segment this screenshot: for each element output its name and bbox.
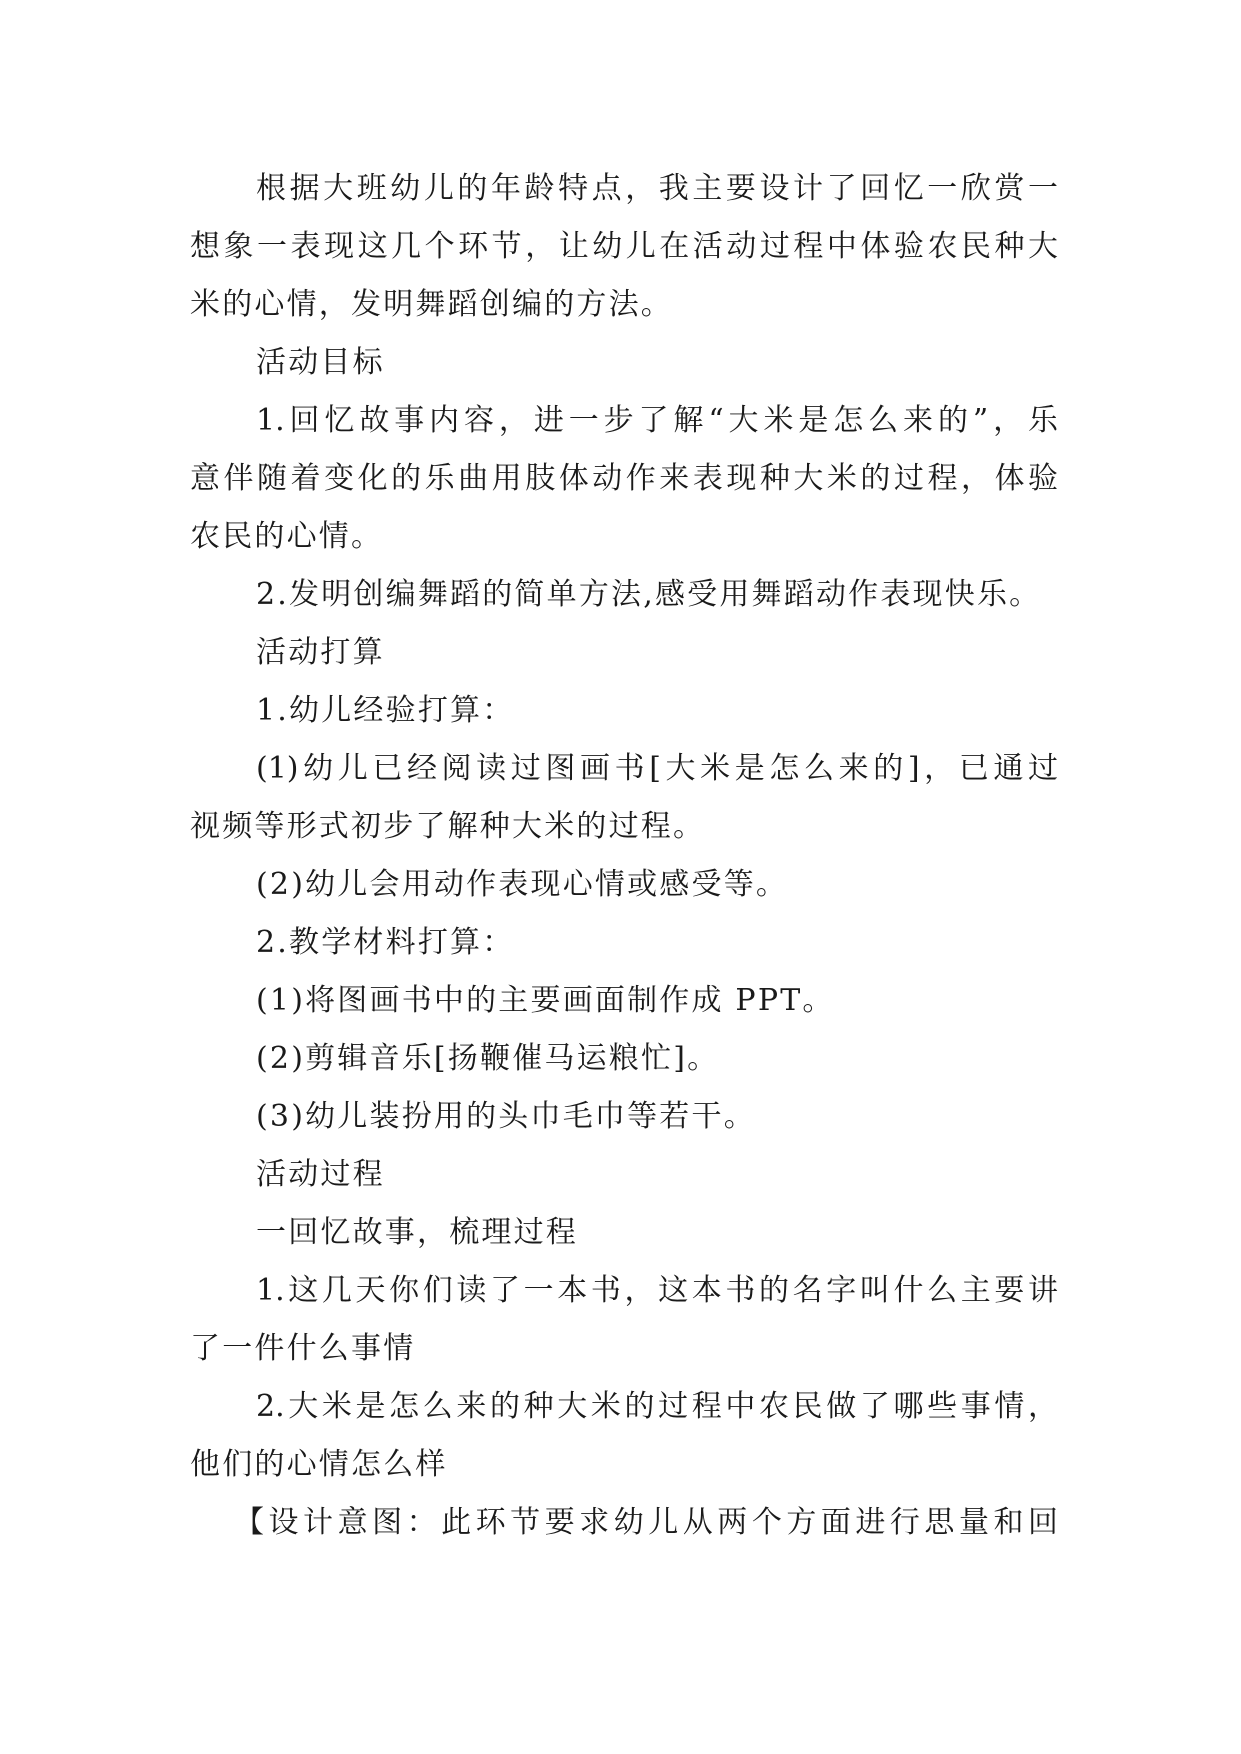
paragraph-line: 意伴随着变化的乐曲用肢体动作来表现种大米的过程，体验 (190, 461, 1058, 496)
paragraph-line: (2)剪辑音乐[扬鞭催马运粮忙]。 (256, 1041, 720, 1076)
paragraph-line: 了一件什么事情 (190, 1331, 416, 1366)
paragraph-line: 1.这几天你们读了一本书，这本书的名字叫什么主要讲 (256, 1273, 1058, 1308)
paragraph-line: 1.幼儿经验打算： (256, 693, 515, 728)
section-heading: 活动目标 (256, 345, 385, 380)
paragraph-line: 视频等形式初步了解种大米的过程。 (190, 809, 706, 844)
paragraph-line: 根据大班幼儿的年龄特点，我主要设计了回忆一欣赏一 (256, 171, 1058, 206)
subsection-heading: 一回忆故事，梳理过程 (256, 1215, 578, 1250)
document-body (190, 160, 1058, 1552)
paragraph-line: (2)幼儿会用动作表现心情或感受等。 (256, 867, 789, 902)
paragraph-line: 2.教学材料打算： (256, 925, 515, 960)
section-heading: 活动打算 (256, 635, 385, 670)
paragraph-line: 他们的心情怎么样 (190, 1447, 448, 1482)
paragraph-line: 米的心情，发明舞蹈创编的方法。 (190, 287, 673, 322)
paragraph-line: 【设计意图：此环节要求幼儿从两个方面进行思量和回 (234, 1505, 1058, 1540)
paragraph-line: 农民的心情。 (190, 519, 384, 554)
paragraph-line: 2.大米是怎么来的种大米的过程中农民做了哪些事情， (256, 1389, 1058, 1424)
paragraph-line: 想象一表现这几个环节，让幼儿在活动过程中体验农民种大 (190, 229, 1058, 264)
section-heading: 活动过程 (256, 1157, 385, 1192)
paragraph-line: 1.回忆故事内容，进一步了解“大米是怎么来的”，乐 (256, 403, 1058, 438)
paragraph-line: (1)幼儿已经阅读过图画书[大米是怎么来的]，已通过 (256, 751, 1058, 786)
paragraph-line: (3)幼儿装扮用的头巾毛巾等若干。 (256, 1099, 756, 1134)
paragraph-line: 2.发明创编舞蹈的简单方法,感受用舞蹈动作表现快乐。 (256, 577, 1042, 612)
paragraph-line: (1)将图画书中的主要画面制作成 PPT。 (256, 983, 835, 1018)
